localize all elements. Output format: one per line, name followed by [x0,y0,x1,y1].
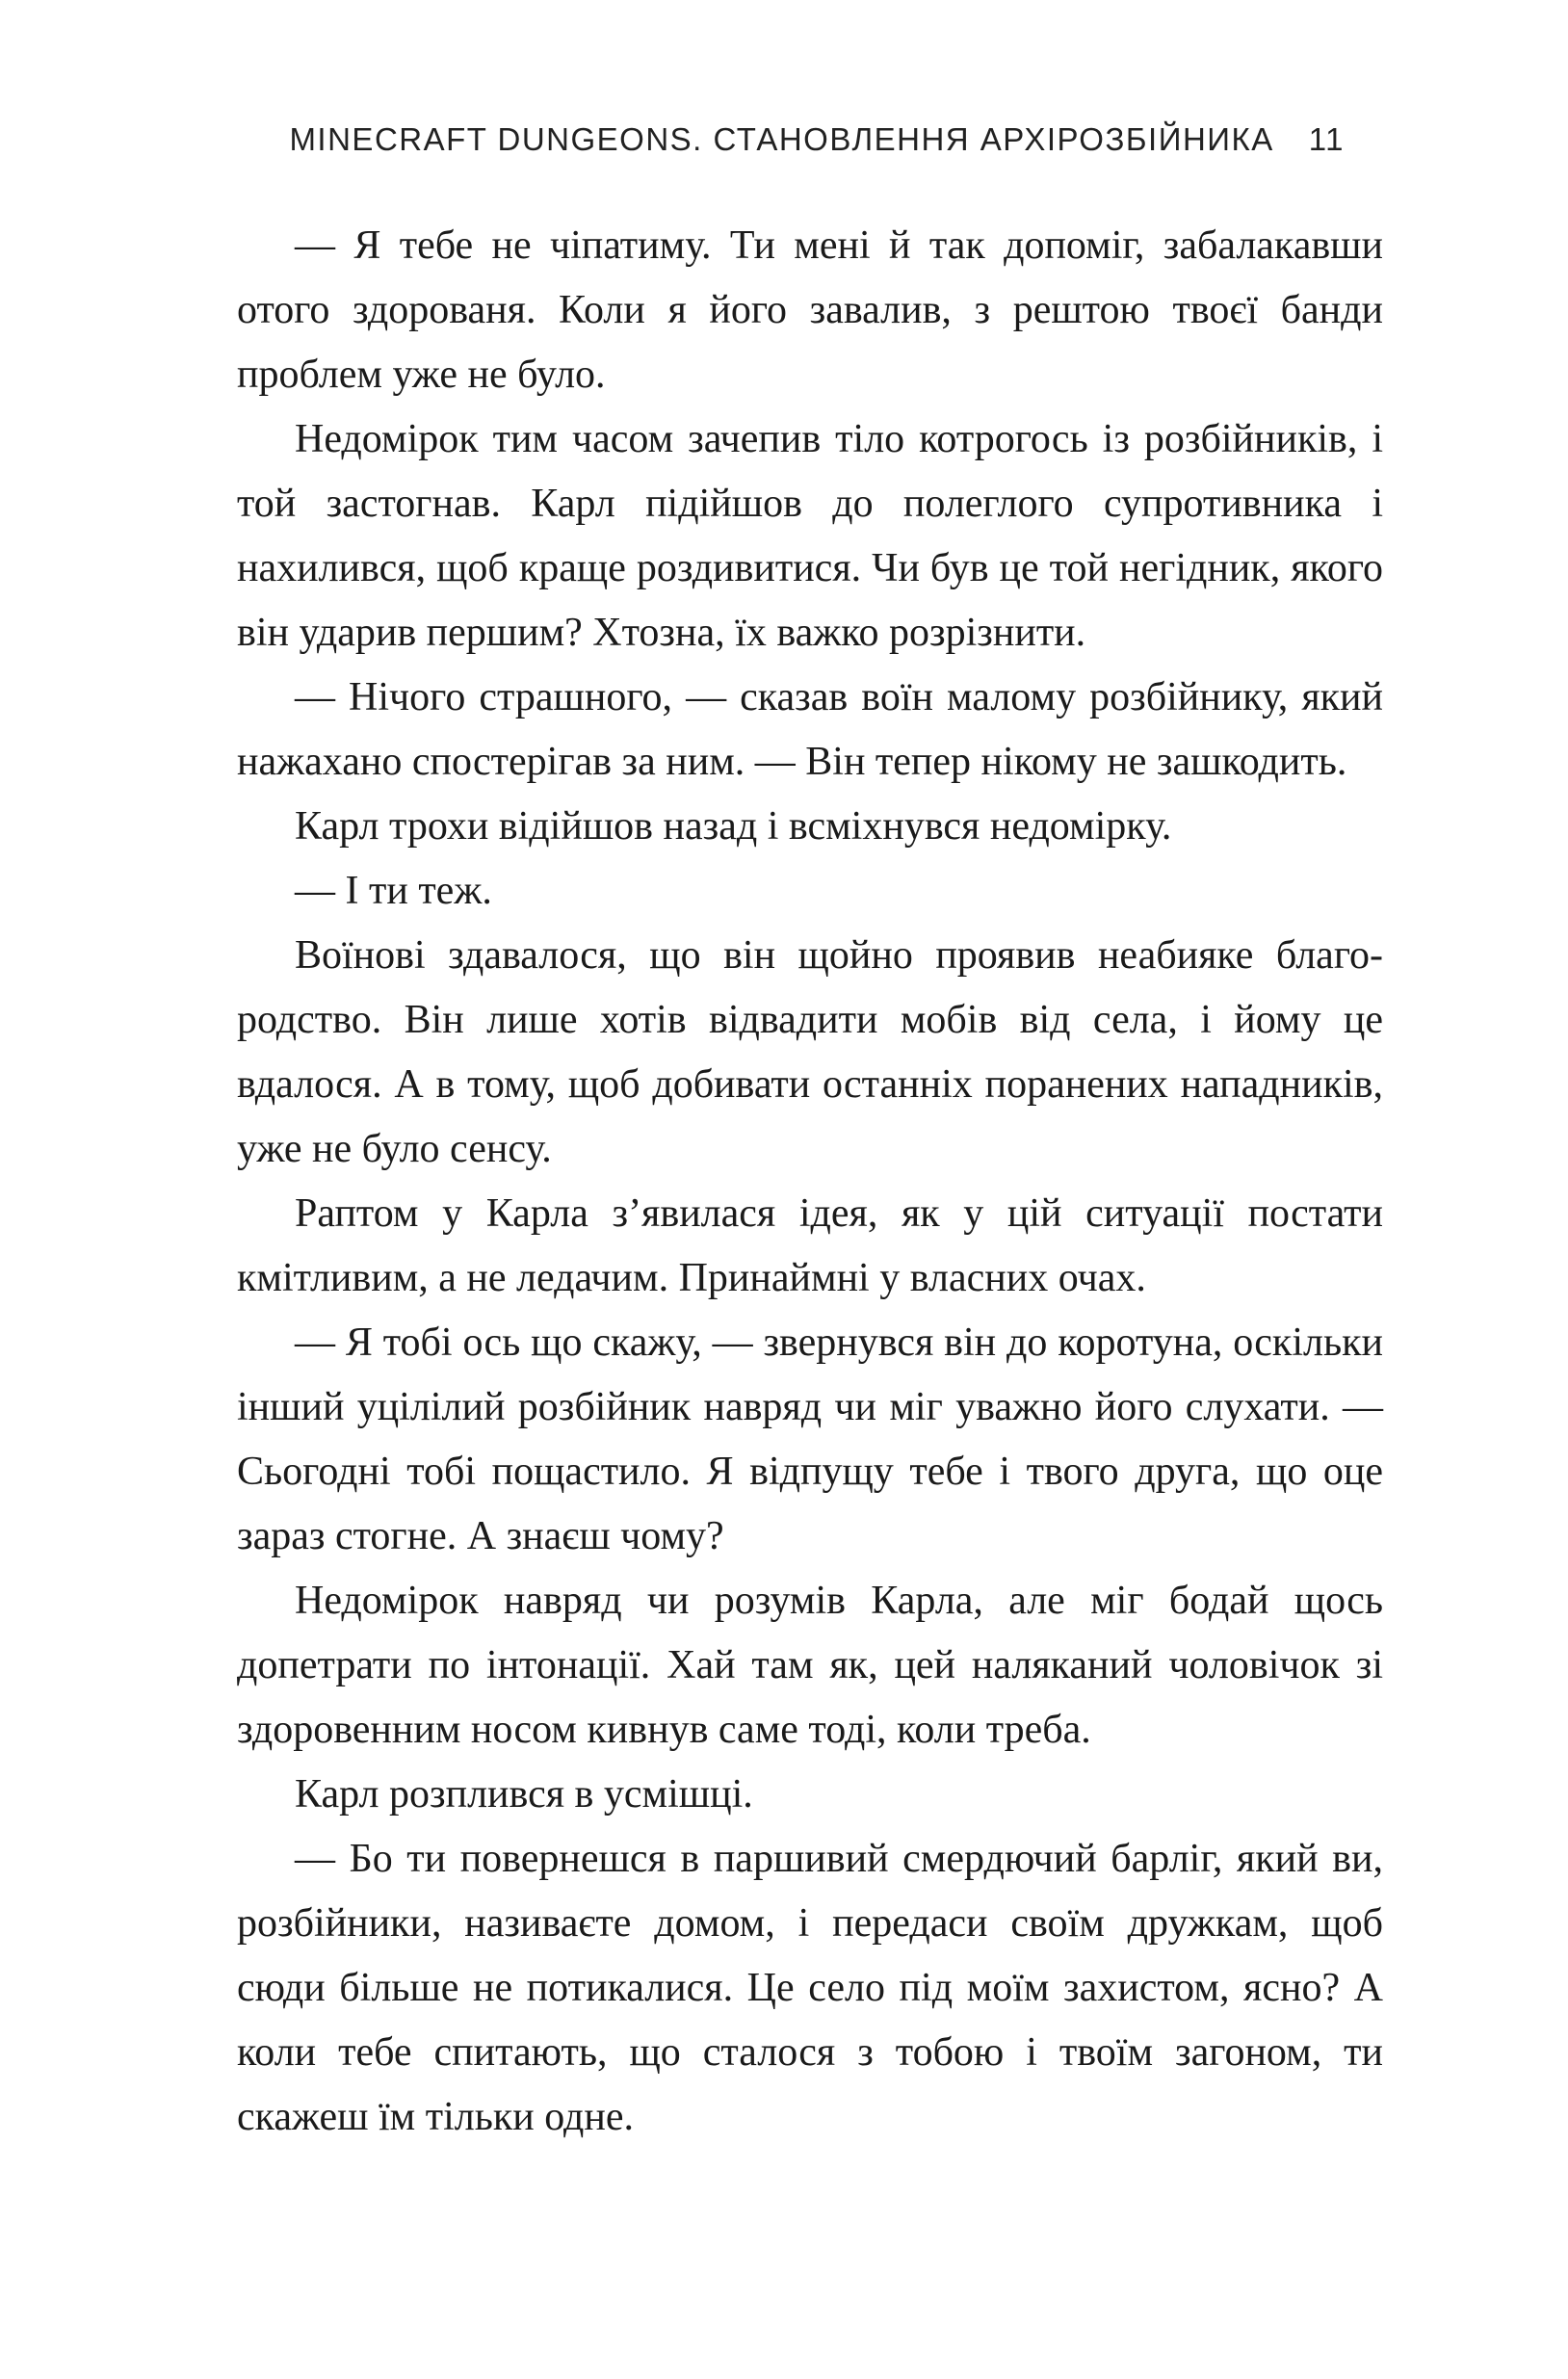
paragraph: — І ти теж. [295,869,492,913]
paragraph: Недомірок тим часом зачепив тіло котрогось із розбійників, і той застогнав. Карл підійшов до полеглого супротивника і нахилився, щоб краще роздивитися. Чи був це той негідник, якого він ударив першим? Хтозна, їх важко розрізнити. [237,417,1383,655]
running-title: MINECRAFT DUNGEONS. СТАНОВЛЕННЯ АРХІРОЗБІЙНИКА [289,121,1274,157]
page-number: 11 [1308,121,1345,157]
paragraph: Недомірок навряд чи розумів Карла, але міг бодай щось допетрати по інтонації. Хай там як, цей наляканий чоловічок зі здоровенним носом кивнув саме тоді, коли треба. [237,1579,1383,1752]
running-header [237,121,1345,170]
body-text [237,214,1383,2150]
paragraph: Раптом у Карла з’явилася ідея, як у цій ситуації постати кмітливим, а не ледачим. Принаймні у власних очах. [237,1191,1383,1300]
paragraph: Карл розплився в усмішці. [295,1772,753,1817]
paragraph: — Я тобі ось що скажу, — звернувся він до коротуна, оскільки інший уцілілий розбійник навряд чи міг уважно його слухати. — Сьогодні тобі пощастило. Я відпущу тебе і твого друга, що оце зараз стогне. А знаєш чому? [237,1320,1383,1558]
paragraph: — Нічого страшного, — сказав воїн малому розбійнику, який нажахано спостерігав за ним. — Він тепер нікому не зашкодить. [237,675,1383,784]
paragraph: Воїнові здавалося, що він щойно проявив неабияке благородство. Він лише хотів відвадити мобів від села, і йому це вдалося. А в тому, щоб добивати останніх поранених нападників, уже не було сенсу. [237,933,1383,1171]
paragraph: Карл трохи відійшов назад і всміхнувся недомірку. [295,804,1172,849]
paragraph: — Бо ти повернешся в паршивий смердючий барліг, який ви, розбійники, називаєте домом, і передаси своїм дружкам, щоб сюди більше не потикалися. Це село під моїм захистом, ясно? А коли тебе спитають, що сталося з тобою і твоїм загоном, ти скажеш їм тільки одне. [237,1837,1383,2139]
paragraph: — Я тебе не чіпатиму. Ти мені й так допоміг, забалакавши отого здорованя. Коли я його завалив, з рештою твоєї банди проблем уже не було. [237,223,1383,397]
